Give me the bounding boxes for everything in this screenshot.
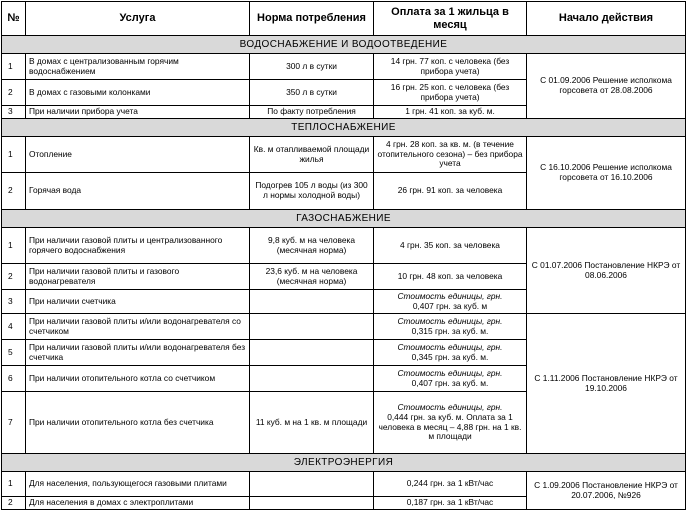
row-num: 2 [2,497,26,510]
row-norm [250,497,374,510]
row-norm [250,366,374,392]
row-service: При наличии газовой плиты и газового водонагревателя [26,264,250,290]
table-row [2,314,686,340]
row-pay: 0,187 грн. за 1 кВт/час [374,497,527,510]
row-service: При наличии счетчика [26,290,250,314]
row-pay: 14 грн. 77 коп. с человека (без прибора учета) [374,54,527,80]
row-start: С 1.09.2006 Постановление НКРЭ от 20.07.2006, №926 [527,472,686,510]
row-norm: 300 л в сутки [250,54,374,80]
unit-cost-label: Стоимость единицы, грн. [397,402,503,413]
table-row [2,137,686,173]
row-pay [374,340,527,366]
section-title: ТЕПЛОСНАБЖЕНИЕ [2,119,686,137]
row-pay: 4 грн. 28 коп. за кв. м. (в течение отопительного сезона) – без прибора учета [374,137,527,173]
table-row [2,472,686,497]
row-service: Для населения, пользующегося газовыми плитами [26,472,250,497]
row-num: 6 [2,366,26,392]
table-row [2,228,686,264]
row-service: Горячая вода [26,173,250,210]
row-pay: 16 грн. 25 коп. с человека (без прибора учета) [374,80,527,106]
row-norm: По факту потребления [250,106,374,119]
row-pay [374,290,527,314]
unit-cost-label: Стоимость единицы, грн. [397,341,503,352]
section-electric [2,454,686,472]
row-service: При наличии прибора учета [26,106,250,119]
table-row [2,54,686,80]
row-pay [374,314,527,340]
row-service: При наличии газовой плиты и/или водонагревателя без счетчика [26,340,250,366]
section-water [2,36,686,54]
row-num: 1 [2,472,26,497]
row-norm [250,472,374,497]
header-service: Услуга [26,2,250,36]
unit-cost-value: 0,345 грн. за куб. м. [411,351,489,362]
row-service: При наличии отопительного котла со счетчиком [26,366,250,392]
row-norm: Подогрев 105 л воды (из 300 л нормы холодной воды) [250,173,374,210]
unit-cost-value: 0,407 грн. за куб. м. [411,377,489,388]
row-pay [374,392,527,454]
row-num: 3 [2,290,26,314]
unit-cost-value: 0,444 грн. за куб. м. Оплата за 1 человека в месяц – 4,88 грн. на 1 кв. м площади [378,411,522,442]
row-start: С 01.09.2006 Решение исполкома горсовета от 28.08.2006 [527,54,686,119]
section-title: ЭЛЕКТРОЭНЕРГИЯ [2,454,686,472]
row-num: 4 [2,314,26,340]
row-num: 1 [2,228,26,264]
row-pay: 10 грн. 48 коп. за человека [374,264,527,290]
row-pay: 4 грн. 35 коп. за человека [374,228,527,264]
row-service: Для населения в домах с электроплитами [26,497,250,510]
header-num: № [2,2,26,36]
row-norm: 350 л в сутки [250,80,374,106]
row-service: Отопление [26,137,250,173]
row-norm: 11 куб. м на 1 кв. м площади [250,392,374,454]
row-service: При наличии газовой плиты и централизованного горячего водоснабжения [26,228,250,264]
row-norm: 9,8 куб. м на человека (месячная норма) [250,228,374,264]
row-num: 1 [2,54,26,80]
row-num: 2 [2,264,26,290]
row-norm [250,290,374,314]
section-heat [2,119,686,137]
row-start: С 16.10.2006 Решение исполкома горсовета от 16.10.2006 [527,137,686,210]
tariff-table [1,1,686,510]
unit-cost-label: Стоимость единицы, грн. [397,315,503,326]
header-pay: Оплата за 1 жильца в месяц [374,2,527,36]
row-pay: 1 грн. 41 коп. за куб. м. [374,106,527,119]
row-start: С 01.07.2006 Постановление НКРЭ от 08.06.2006 [527,228,686,314]
row-pay [374,366,527,392]
row-service: В домах с газовыми колонками [26,80,250,106]
row-norm: 23,6 куб. м на человека (месячная норма) [250,264,374,290]
row-num: 5 [2,340,26,366]
section-gas [2,210,686,228]
header-start: Начало действия [527,2,686,36]
row-service: При наличии отопительного котла без счетчика [26,392,250,454]
section-title: ВОДОСНАБЖЕНИЕ И ВОДООТВЕДЕНИЕ [2,36,686,54]
row-num: 1 [2,137,26,173]
row-pay: 26 грн. 91 коп. за человека [374,173,527,210]
row-norm: Кв. м отапливаемой площади жилья [250,137,374,173]
row-num: 7 [2,392,26,454]
row-num: 2 [2,173,26,210]
header-norm: Норма потребления [250,2,374,36]
header-row [2,2,686,36]
unit-cost-label: Стоимость единицы, грн. [397,367,503,378]
row-num: 2 [2,80,26,106]
row-norm [250,340,374,366]
section-title: ГАЗОСНАБЖЕНИЕ [2,210,686,228]
row-pay: 0,244 грн. за 1 кВт/час [374,472,527,497]
unit-cost-value: 0,407 грн. за куб. м [412,300,488,311]
row-start: С 1.11.2006 Постановление НКРЭ от 19.10.2006 [527,314,686,454]
row-service: При наличии газовой плиты и/или водонагревателя со счетчиком [26,314,250,340]
row-norm [250,314,374,340]
row-service: В домах с централизованным горячим водоснабжением [26,54,250,80]
row-num: 3 [2,106,26,119]
unit-cost-label: Стоимость единицы, грн. [397,290,503,301]
unit-cost-value: 0,315 грн. за куб. м. [411,325,489,336]
